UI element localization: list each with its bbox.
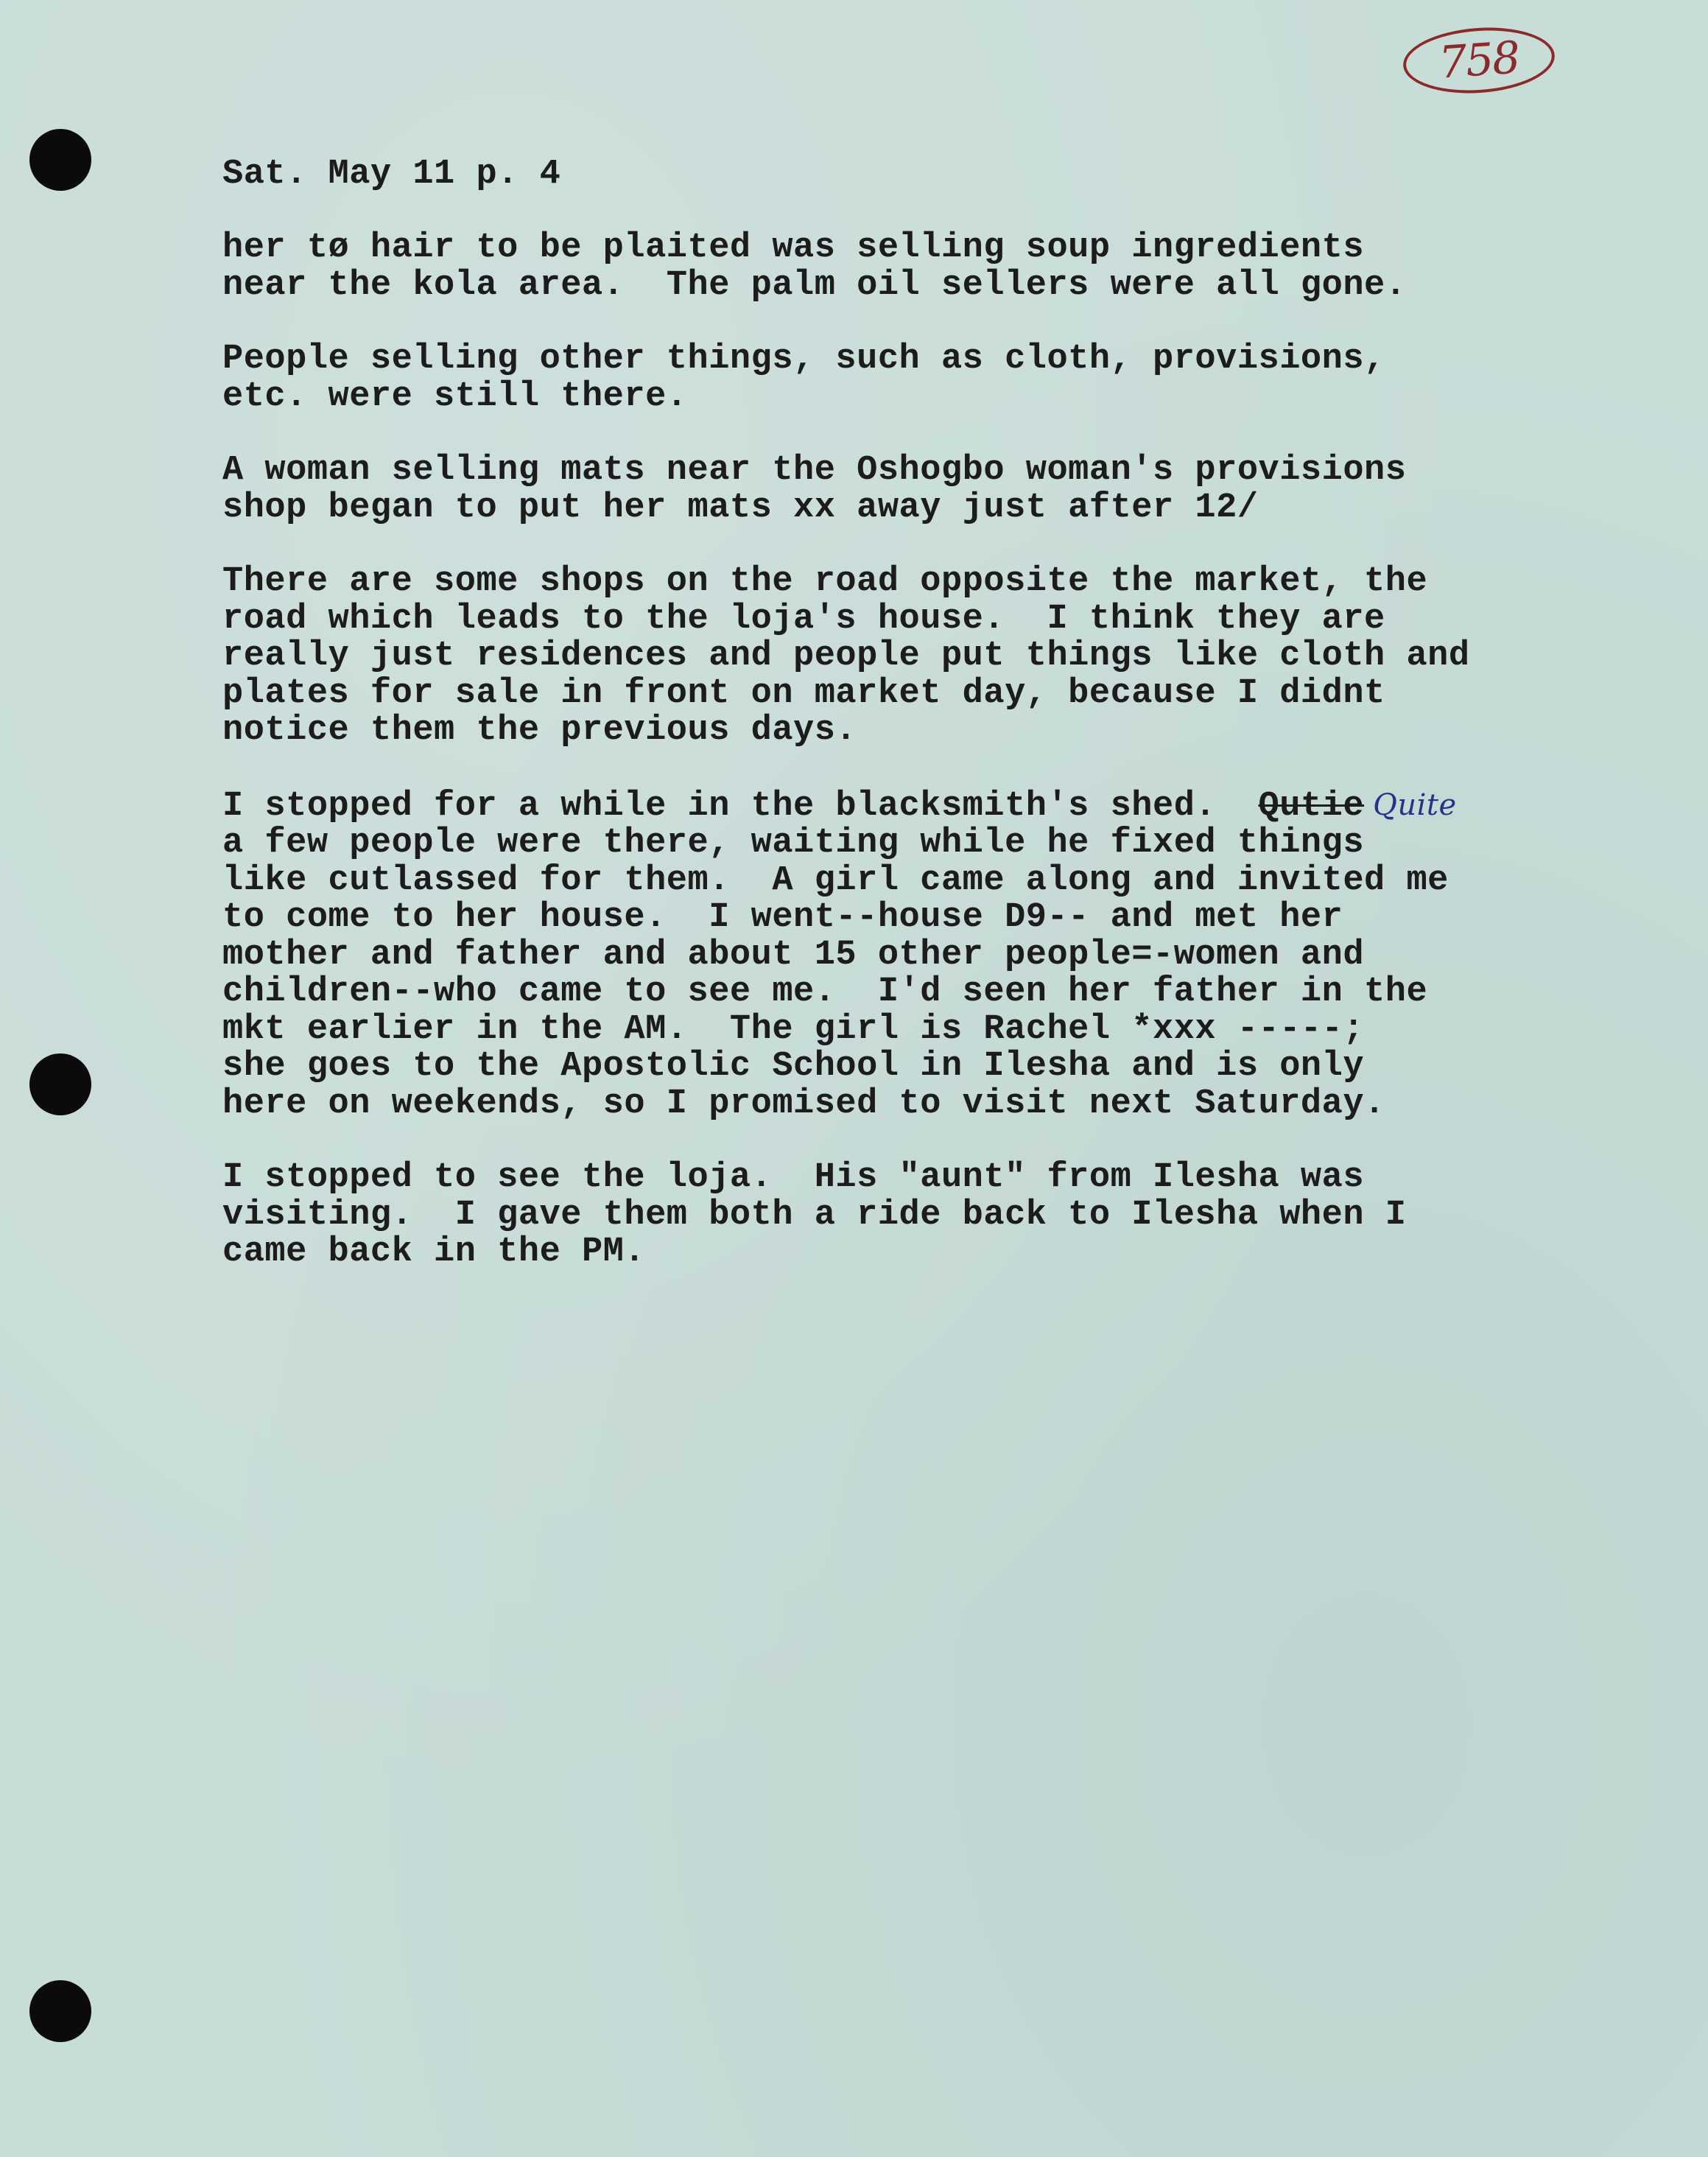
paragraph — [222, 1160, 1548, 1272]
paragraph — [222, 230, 1548, 304]
text-line: children--who came to see me. I'd seen her father in the — [222, 972, 1428, 1011]
text-line: mkt earlier in the AM. The girl is Rachel *xxx -----; — [222, 1009, 1365, 1049]
paragraph — [222, 564, 1548, 750]
circled-page-number: 758 — [1401, 23, 1557, 98]
paragraph — [222, 341, 1548, 415]
text-line: etc. were still there. — [222, 376, 688, 416]
text-line: her tø hair to be plaited was selling soup ingredients — [222, 228, 1365, 267]
text-line: really just residences and people put things like cloth and — [222, 636, 1470, 676]
text-line: here on weekends, so I promised to visit next Saturday. — [222, 1084, 1385, 1123]
text-line: came back in the PM. — [222, 1232, 646, 1272]
typed-text-body — [222, 156, 1548, 1308]
text-line: There are some shops on the road opposite the market, the — [222, 562, 1428, 601]
punch-hole — [29, 1980, 91, 2042]
text-line: plates for sale in front on market day, because I didnt — [222, 673, 1385, 713]
text-line — [222, 787, 1548, 826]
text-segment: I stopped for a while in the blacksmith's shed. — [222, 786, 1259, 826]
text-line: People selling other things, such as cloth, provisions, — [222, 340, 1385, 379]
text-line: she goes to the Apostolic School in Ilesha and is only — [222, 1047, 1365, 1086]
text-line: I stopped to see the loja. His "aunt" from Ilesha was — [222, 1158, 1365, 1197]
page-heading: Sat. May 11 p. 4 — [222, 155, 561, 194]
punch-hole — [29, 1053, 91, 1115]
text-line: like cutlassed for them. A girl came along and invited me — [222, 860, 1449, 900]
paragraph — [222, 452, 1548, 527]
text-line: to come to her house. I went--house D9-- and met her — [222, 898, 1343, 937]
text-line: mother and father and about 15 other people=-women and — [222, 935, 1365, 975]
struck-out-word: Qutie — [1258, 786, 1365, 826]
paragraph — [222, 787, 1548, 1123]
text-line: near the kola area. The palm oil sellers were all gone. — [222, 265, 1407, 305]
text-line: a few people were there, waiting while he fixed things — [222, 824, 1365, 863]
handwritten-correction: Quite — [1373, 788, 1457, 822]
text-line: road which leads to the loja's house. I think they are — [222, 599, 1385, 639]
text-line: shop began to put her mats xx away just after 12/ — [222, 488, 1259, 527]
text-line: notice them the previous days. — [222, 711, 857, 750]
text-line: A woman selling mats near the Oshogbo woman's provisions — [222, 451, 1407, 490]
text-line: visiting. I gave them both a ride back to Ilesha when I — [222, 1195, 1407, 1235]
punch-hole — [29, 129, 91, 191]
